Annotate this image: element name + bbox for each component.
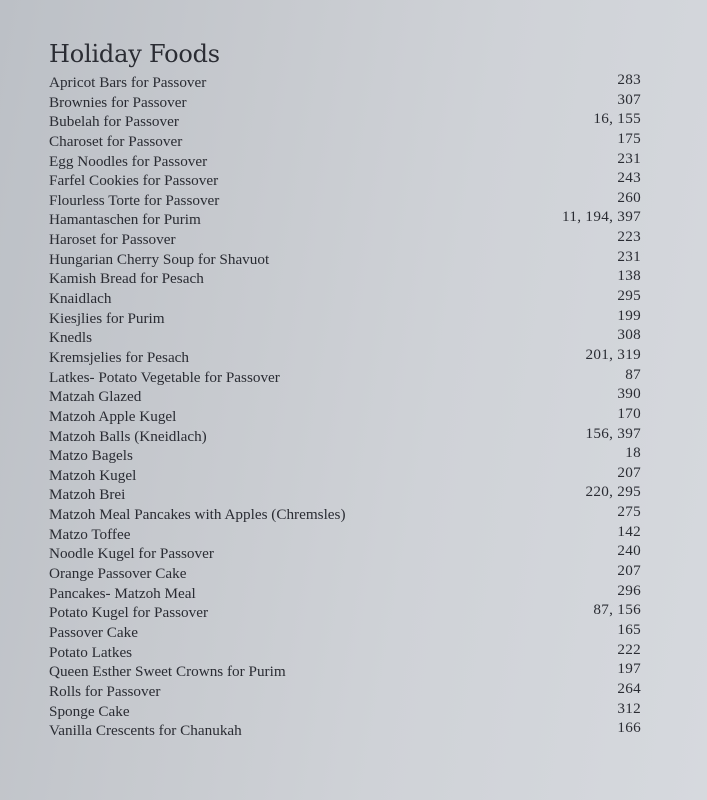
- index-entry: [49, 73, 644, 93]
- index-entry: [49, 112, 644, 132]
- section-title: Holiday Foods: [49, 40, 220, 68]
- entry-name: Rolls for Passover: [49, 682, 161, 700]
- index-entry: [49, 544, 644, 564]
- index-entry: [49, 129, 644, 152]
- entry-name: Kamish Bread for Pesach: [49, 270, 204, 288]
- entry-name: Vanilla Crescents for Chanukah: [49, 722, 242, 740]
- index-entry: [49, 424, 644, 447]
- entry-name: Kiesjlies for Purim: [49, 309, 165, 327]
- entry-page-numbers: 197: [617, 660, 641, 678]
- entry-page-numbers: 283: [617, 71, 641, 88]
- entry-name: Haroset for Passover: [49, 231, 176, 249]
- entry-page-numbers: 87: [625, 365, 641, 383]
- index-entry: [49, 603, 644, 623]
- entry-name: Noodle Kugel for Passover: [49, 545, 214, 563]
- entry-name: Matzo Bagels: [49, 447, 133, 465]
- index-entry: [49, 269, 644, 289]
- entry-name: Egg Noodles for Passover: [49, 152, 208, 170]
- entry-page-numbers: 207: [617, 562, 641, 580]
- entry-page-numbers: 308: [617, 326, 641, 344]
- index-entry: [49, 620, 644, 643]
- index-list: [49, 73, 644, 741]
- index-entry: [49, 171, 644, 191]
- entry-page-numbers: 87, 156: [593, 601, 641, 619]
- index-entry: [49, 485, 644, 505]
- index-entry: [49, 581, 644, 604]
- entry-page-numbers: 142: [617, 522, 641, 540]
- entry-name: Matzoh Meal Pancakes with Apples (Chremsles): [49, 506, 346, 524]
- entry-page-numbers: 165: [617, 620, 641, 638]
- index-entry: [49, 522, 644, 545]
- entry-page-numbers: 11, 194, 397: [562, 208, 641, 226]
- index-entry: [49, 230, 644, 250]
- entry-name: Matzoh Brei: [49, 486, 126, 504]
- entry-page-numbers: 166: [617, 719, 641, 737]
- entry-name: Hamantaschen for Purim: [49, 211, 201, 229]
- entry-name: Hungarian Cherry Soup for Shavuot: [49, 250, 270, 268]
- entry-name: Passover Cake: [49, 623, 138, 641]
- entry-page-numbers: 199: [617, 306, 641, 324]
- entry-page-numbers: 16, 155: [593, 110, 641, 128]
- entry-page-numbers: 223: [617, 228, 641, 246]
- entry-name: Knaidlach: [49, 290, 112, 308]
- entry-name: Potato Kugel for Passover: [49, 604, 209, 622]
- entry-name: Latkes- Potato Vegetable for Passover: [49, 368, 280, 386]
- index-entry: [49, 90, 644, 113]
- entry-name: Matzah Glazed: [49, 388, 142, 406]
- entry-page-numbers: 207: [617, 463, 641, 481]
- entry-page-numbers: 156, 397: [585, 424, 641, 442]
- entry-page-numbers: 295: [617, 287, 641, 305]
- entry-name: Sponge Cake: [49, 702, 130, 720]
- index-entry: [49, 404, 644, 427]
- index-entry: [49, 505, 644, 525]
- entry-name: Pancakes- Matzoh Meal: [49, 584, 196, 602]
- entry-page-numbers: 220, 295: [585, 483, 641, 501]
- index-entry: [49, 306, 644, 329]
- entry-page-numbers: 264: [617, 679, 641, 697]
- entry-name: Matzoh Balls (Kneidlach): [49, 427, 207, 445]
- index-entry: [49, 662, 644, 682]
- entry-page-numbers: 201, 319: [585, 345, 641, 363]
- entry-name: Matzoh Apple Kugel: [49, 407, 177, 425]
- index-entry: [49, 149, 644, 172]
- index-entry: [49, 247, 644, 270]
- entry-page-numbers: 307: [617, 90, 641, 108]
- index-entry: [49, 721, 644, 741]
- index-entry: [49, 446, 644, 466]
- entry-page-numbers: 231: [617, 247, 641, 265]
- index-entry: [49, 188, 644, 211]
- index-entry: [49, 699, 644, 722]
- entry-page-numbers: 390: [617, 385, 641, 403]
- entry-page-numbers: 312: [617, 699, 641, 717]
- index-entry: [49, 679, 644, 702]
- index-entry: [49, 564, 644, 584]
- index-entry: [49, 328, 644, 348]
- entry-page-numbers: 138: [617, 267, 641, 285]
- entry-page-numbers: 18: [625, 444, 641, 462]
- index-entry: [49, 210, 644, 230]
- entry-name: Apricot Bars for Passover: [49, 74, 207, 91]
- entry-page-numbers: 260: [617, 188, 641, 206]
- entry-name: Kremsjelies for Pesach: [49, 348, 190, 366]
- index-entry: [49, 387, 644, 407]
- index-entry: [49, 463, 644, 486]
- index-entry: [49, 289, 644, 309]
- entry-name: Charoset for Passover: [49, 132, 183, 150]
- entry-page-numbers: 240: [617, 542, 641, 560]
- entry-name: Matzoh Kugel: [49, 466, 137, 484]
- entry-page-numbers: 243: [617, 169, 641, 187]
- entry-page-numbers: 296: [617, 581, 641, 599]
- entry-name: Queen Esther Sweet Crowns for Purim: [49, 663, 286, 681]
- entry-page-numbers: 170: [617, 404, 641, 422]
- index-entry: [49, 365, 644, 388]
- entry-name: Matzo Toffee: [49, 525, 131, 543]
- entry-name: Orange Passover Cake: [49, 565, 187, 583]
- entry-page-numbers: 275: [617, 503, 641, 521]
- entry-page-numbers: 175: [617, 129, 641, 147]
- entry-name: Knedls: [49, 329, 93, 347]
- entry-name: Farfel Cookies for Passover: [49, 172, 219, 190]
- entry-page-numbers: 222: [617, 640, 641, 658]
- index-entry: [49, 345, 644, 368]
- index-entry: [49, 640, 644, 663]
- entry-name: Bubelah for Passover: [49, 113, 179, 131]
- entry-name: Flourless Torte for Passover: [49, 191, 220, 209]
- entry-page-numbers: 231: [617, 149, 641, 167]
- entry-name: Potato Latkes: [49, 643, 133, 661]
- entry-name: Brownies for Passover: [49, 93, 187, 111]
